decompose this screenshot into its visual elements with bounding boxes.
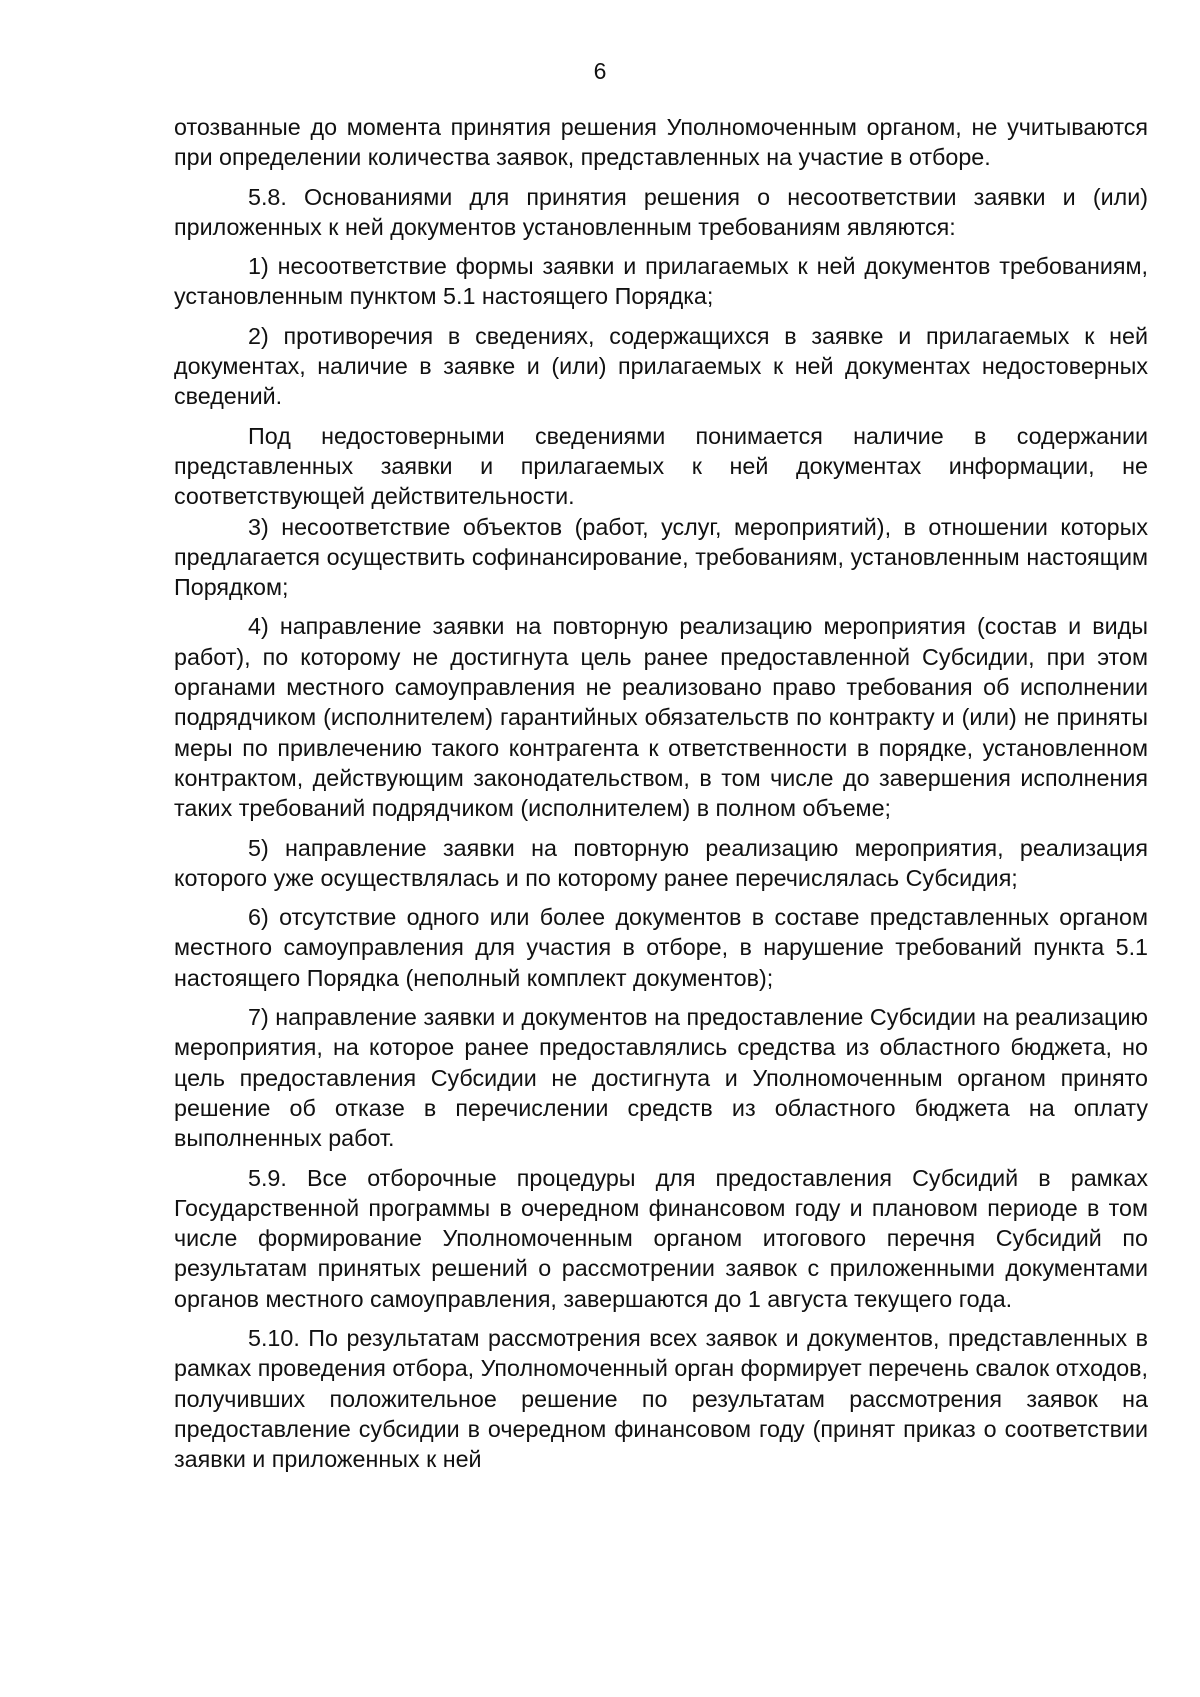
list-item-5: 5) направление заявки на повторную реализацию мероприятия, реализация которого уже осуществлялась и по которому ранее перечислялась Субсидия; bbox=[174, 834, 1148, 891]
page-number: 6 bbox=[593, 58, 607, 84]
paragraph-unreliable-info: Под недостоверными сведениями понимается наличие в содержании представленных заявки и прилагаемых к ней документах информации, не соответствующей действительности. bbox=[174, 422, 1148, 510]
list-item-2: 2) противоречия в сведениях, содержащихся в заявке и прилагаемых к ней документах, наличие в заявке и (или) прилагаемых к ней документах недостоверных сведений. bbox=[174, 322, 1148, 410]
document-body bbox=[174, 112, 1148, 1483]
paragraph-5-8: 5.8. Основаниями для принятия решения о несоответствии заявки и (или) приложенных к ней документов установленным требованиям являются: bbox=[174, 183, 1148, 240]
list-item-7: 7) направление заявки и документов на предоставление Субсидии на реализацию мероприятия, на которое ранее предоставлялись средства из областного бюджета, но цель предоставления Субсидии не достигнута и Уполномоченным органом принято решение об отказе в перечислении средств из областного бюджета на оплату выполненных работ. bbox=[174, 1004, 1148, 1152]
list-item-6: 6) отсутствие одного или более документов в составе представленных органом местного самоуправления для участия в отборе, в нарушение требований пункта 5.1 настоящего Порядка (неполный комплект документов); bbox=[174, 904, 1148, 991]
list-item-3: 3) несоответствие объектов (работ, услуг, мероприятий), в отношении которых предлагается осуществить софинансирование, требованиям, установленным настоящим Порядком; bbox=[174, 513, 1148, 601]
list-item-1: 1) несоответствие формы заявки и прилагаемых к ней документов требованиям, установленным пунктом 5.1 настоящего Порядка; bbox=[174, 253, 1148, 310]
paragraph-5-9: 5.9. Все отборочные процедуры для предоставления Субсидий в рамках Государственной программы в очередном финансовом году и плановом периоде в том числе формирование Уполномоченным органом итогового перечня Субсидий по результатам принятых решений о рассмотрении заявок с приложенными документами органов местного самоуправления, завершаются до 1 августа текущего года. bbox=[174, 1164, 1148, 1312]
list-item-4: 4) направление заявки на повторную реализацию мероприятия (состав и виды работ), по которому не достигнута цель ранее предоставленной Субсидии, при этом органами местного самоуправления не реализовано право требования об исполнении подрядчиком (исполнителем) гарантийных обязательств по контракту и (или) не приняты меры по привлечению такого контрагента к ответственности в порядке, установленном контрактом, действующим законодательством, в том числе до завершения исполнения таких требований подрядчиком (исполнителем) в полном объеме; bbox=[174, 613, 1148, 822]
paragraph-continuation: отозванные до момента принятия решения Уполномоченным органом, не учитываются при определении количества заявок, представленных на участие в отборе. bbox=[174, 114, 1148, 171]
paragraph-5-10: 5.10. По результатам рассмотрения всех заявок и документов, представленных в рамках проведения отбора, Уполномоченный орган формирует перечень свалок отходов, получивших положительное решение по результатам рассмотрения заявок на предоставление субсидии в очередном финансовом году (принят приказ о соответствии заявки и приложенных к ней bbox=[174, 1324, 1148, 1473]
